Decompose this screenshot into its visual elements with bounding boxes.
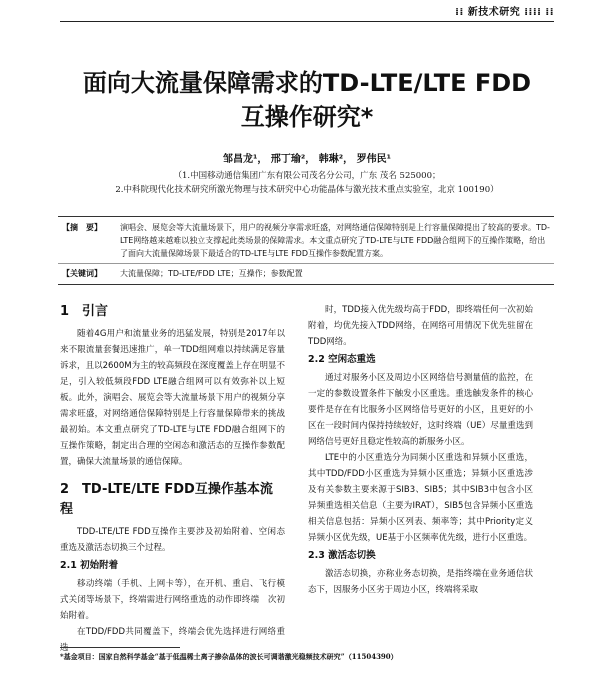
abstract-text: 演唱会、展览会等大流量场景下，用户的视频分享需求旺盛，对网络通信保障特别是上行容量保障提出了较高的要求。TD-LTE网络越来越难以独立支撑起此类场景的保障需求。本文重点研究了TD-LTE与LTE FDD融合组网下的互操作策略，给出了面向大流量保障场景下最适合的TD-LTE与LTE FDD互操作参数配置方案。: [120, 223, 550, 258]
keywords-row: [58, 263, 554, 280]
header-rule: [60, 21, 554, 22]
subsection-2-2-heading: 2.2 空闲态重选: [308, 354, 376, 365]
author-list: 邹昌龙¹， 邢丁瑜²， 韩琳²， 罗伟民¹: [223, 154, 391, 165]
section-2-paragraph: TDD-LTE/LTE FDD互操作主要涉及初始附着、空闲态重选及激活态切换三个过程。: [60, 527, 285, 553]
subsection-2-1-continuation: 时，TDD接入优先级均高于FDD，即终端任何一次初始附着，均优先接入TDD网络，在网络可用情况下优先驻留在TDD网络。: [308, 305, 533, 347]
footnote-rule: [60, 647, 180, 648]
article-title: [60, 66, 554, 134]
keywords-text: 大流量保障；TD-LTE/FDD LTE；互操作；参数配置: [120, 269, 303, 278]
keywords-label: 【关键词】: [62, 269, 102, 278]
subsection-2-1-paragraph-1: 移动终端（手机、上网卡等），在开机、重启、飞行模式关闭等场景下，终端需进行网络重选的动作即终端 次初始附着。: [60, 579, 285, 621]
affiliation-1: （1.中国移动通信集团广东有限公司茂名分公司，广东 茂名 525000；: [173, 171, 441, 181]
section-1-heading: 1 引言: [60, 304, 109, 319]
subsection-2-1-heading: 2.1 初始附着: [60, 560, 119, 571]
subsection-2-2-paragraph-2: LTE中的小区重选分为同频小区重选和异频小区重选，其中TDD/FDD小区重选为异频小区重选；异频小区重选涉及有关参数主要来源于SIB3、SIB5；其中SIB3中包含小区异频重选相关信息（主要为IRAT），SIB5包含异频小区重选相关信息包括：异频小区列表、频率等；其中Priority定义异频小区优先级，UE基于小区频率优先级，进行小区重选。: [308, 453, 533, 543]
title-line-1: 面向大流量保障需求的TD-LTE/LTE FDD: [82, 69, 532, 97]
affiliation-2: 2.中科院现代化技术研究所激光物理与技术研究中心功能晶体与激光技术重点实验室，北京 100190）: [115, 185, 499, 195]
right-column: [308, 302, 533, 598]
abstract-box: [58, 216, 554, 285]
abstract-label: 【摘 要】: [62, 223, 102, 232]
journal-section-header: ⁞⁞ 新技术研究 ⁞⁞⁞⁞ ⁞⁞: [455, 7, 554, 18]
section-2-heading: 2 TD-LTE/LTE FDD互操作基本流程: [60, 482, 273, 517]
title-line-2: 互操作研究*: [240, 103, 374, 131]
section-1-paragraph: 随着4G用户和流量业务的迅猛发展，特别是2017年以来不限流量套餐迅速推广，单一TDD组网难以持续满足容量诉求，且以2600M为主的较高频段在深度覆盖上存在明显不足，引入较低频段FDD LTE融合组网可以有效弥补以上短板。此外，演唱会、展览会等大流量场景下用户的视频分享需求旺盛，对网络通信保障特别是上行容量保障带来的挑战最初始。本文重点研究了TD-LTE与LTE FDD融合组网下的互操作策略，制定出合理的空闲态和激活态的互操作参数配置，确保大流量场景的通信保障。: [60, 329, 285, 467]
affiliations: [60, 169, 554, 197]
subsection-2-3-paragraph: 激活态切换，亦称业务态切换，是指终端在业务通信状态下，因服务小区劣于周边小区，终端将采取: [308, 569, 533, 595]
subsection-2-3-heading: 2.3 激活态切换: [308, 550, 376, 561]
abstract-row: [58, 221, 554, 260]
subsection-2-2-paragraph-1: 通过对服务小区及周边小区网络信号测量值的监控，在一定的参数设置条件下触发小区重选。重选触发条件的核心要件是存在有比服务小区网络信号更好的小区，且更好的小区在一段时间内保持持续较好，这时终端（UE）尽量重选到网络信号更好且稳定性较高的新服务小区。: [308, 373, 533, 447]
subsection-2-1-paragraph-2: 在TDD/FDD共同覆盖下，终端会优先选择进行网络重选: [60, 627, 285, 653]
funding-footnote: *基金项目：国家自然科学基金“基于低温稀土离子掺杂晶体的波长可调谐激光稳频技术研究”（11504390）: [60, 652, 398, 661]
left-column: [60, 302, 285, 656]
